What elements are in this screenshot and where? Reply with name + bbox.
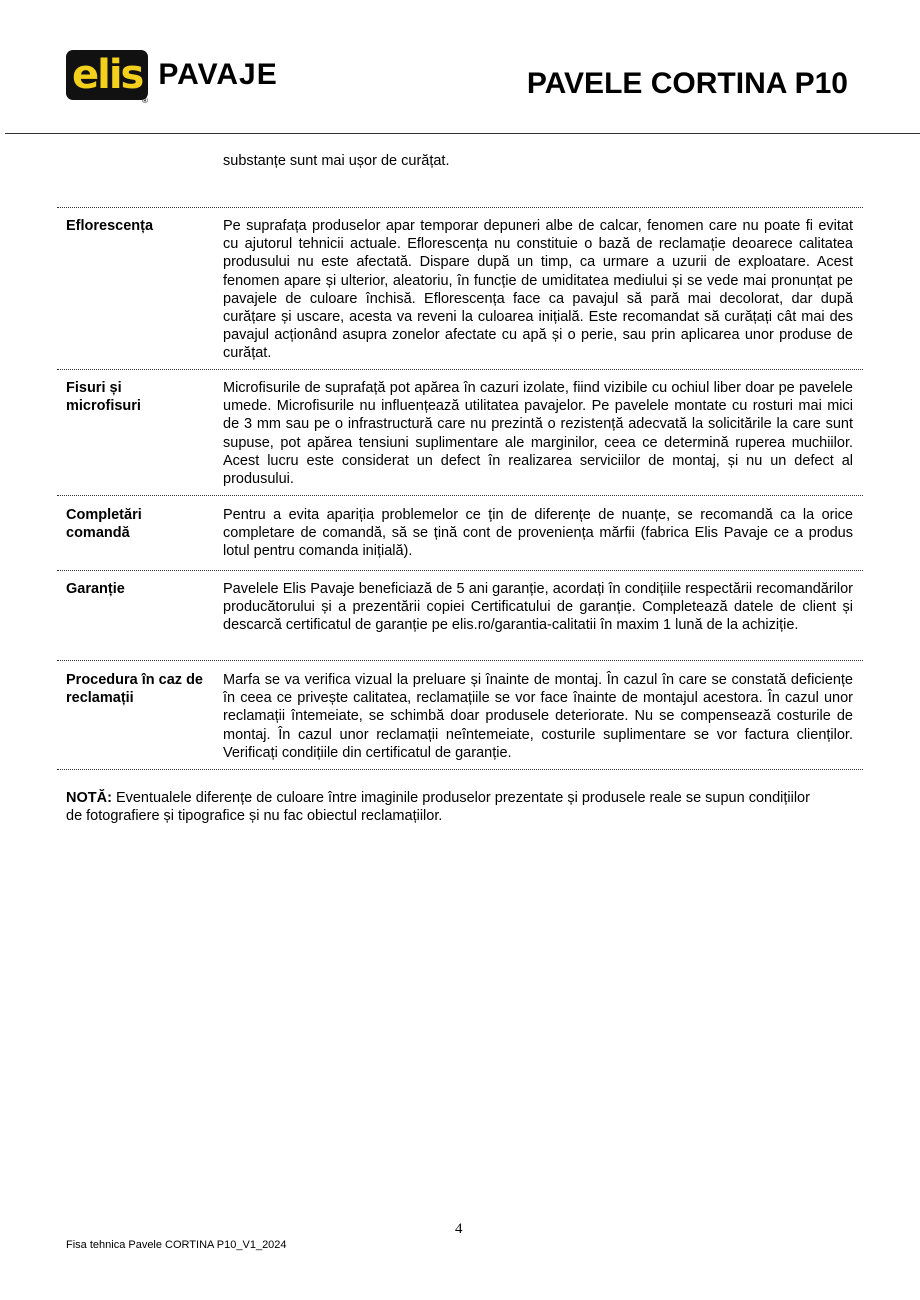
row-text: Pentru a evita apariția problemelor ce țin de diferențe de nuanțe, se recomandă ca la orice completare de comandă, să se țină cont de proveniența mărfii (fabrica Elis Pavaje ce a produs lotul pentru comanda inițială). [223,507,853,560]
document-title: PAVELE CORTINA P10 [526,67,848,100]
row-text: Pavelele Elis Pavaje beneficiază de 5 ani garanție, acordați în condițiile respectării recomandărilor producătorului și a prezentării copiei Certificatului de garanție. Completează datele de client și descarcă certificatul de garanție pe elis.ro/garantia-calitatii în maxim 1 lună de la achiziție. [223,581,853,634]
divider [57,207,863,208]
divider [57,369,863,370]
table-row [66,217,853,363]
page-number: 4 [455,1221,463,1237]
table-row [66,671,853,762]
row-text: Marfa se va verifica vizual la preluare și înainte de montaj. În cazul în care se constată deficiențe în ceea ce privește calitatea, reclamațiile se vor face înainte de montajul acestora. În cazul unor reclamații întemeiate, se schimbă doar produsele deteriorate. Nu se compensează costurile de montaj. În cazul unor reclamații neîntemeiate, costurile suplimentare se vor factura clienților. Verificați condițiile din certificatul de garanție. [223,672,853,761]
table-row [66,580,853,635]
note-text: Eventualele diferențe de culoare între imaginile produselor prezentate și produsele reale se supun condițiilor de fotografiere și tipografice și nu fac obiectul reclamațiilor. [66,790,810,825]
row-label: Procedura în caz de reclamații [66,672,203,707]
logo-brand: PAVAJE [158,58,278,91]
row-label: Eflorescența [66,218,154,234]
note-label: NOTĂ: [66,790,112,806]
divider [57,660,863,661]
divider [57,495,863,496]
logo [66,50,278,105]
table-row [66,506,853,561]
row-label: Garanție [66,581,125,597]
header-divider [5,133,920,134]
intro-text: substanțe sunt mai ușor de curățat. [223,153,450,169]
table-row [66,379,853,488]
logo-mark: elis [66,50,148,100]
row-text: Pe suprafața produselor apar temporar depuneri albe de calcar, fenomen care nu poate fi evitat cu ajutorul tehnicii actuale. Eflorescența nu constituie o bază de reclamație deoarece calitatea produsului nu este afectată. Dispare după un timp, ca urmare a uzurii de exploatare. Acest fenomen apare și ulterior, aleatoriu, în funcție de umiditatea mediului și se vede mai pronunțat pe pavajele de culoare închisă. Eflorescența face ca pavajul să pară mai decolorat, dar după curățare și uscare, acesta va reveni la culoarea inițială. Este recomandat să curățați cât mai des pavajul acționând asupra zonelor afectate cu apă și o perie, sau prin aplicarea unor produse de curățat. [223,218,853,362]
footer-doc-name: Fisa tehnica Pavele CORTINA P10_V1_2024 [66,1239,287,1251]
note [66,789,826,825]
row-label: Fisuri și microfisuri [66,380,141,415]
registered-mark: ® [142,96,148,105]
divider [57,769,863,770]
divider [57,570,863,571]
row-text: Microfisurile de suprafață pot apărea în cazuri izolate, fiind vizibile cu ochiul liber doar pe pavelele umede. Microfisurile nu influențează utilitatea pavajelor. Pe pavelele montate cu rosturi mai mici de 3 mm sau pe o infrastructură care nu prezintă o rezistență adecvată la solicitările la care sunt supuse, pot apărea tensiuni suplimentare ale marginilor, ceea ce determină ruperea muchiilor. Acest lucru este considerat un defect în realizarea serviciilor de montaj, și nu un defect al produsului. [223,380,853,488]
row-label: Completări comandă [66,507,142,542]
